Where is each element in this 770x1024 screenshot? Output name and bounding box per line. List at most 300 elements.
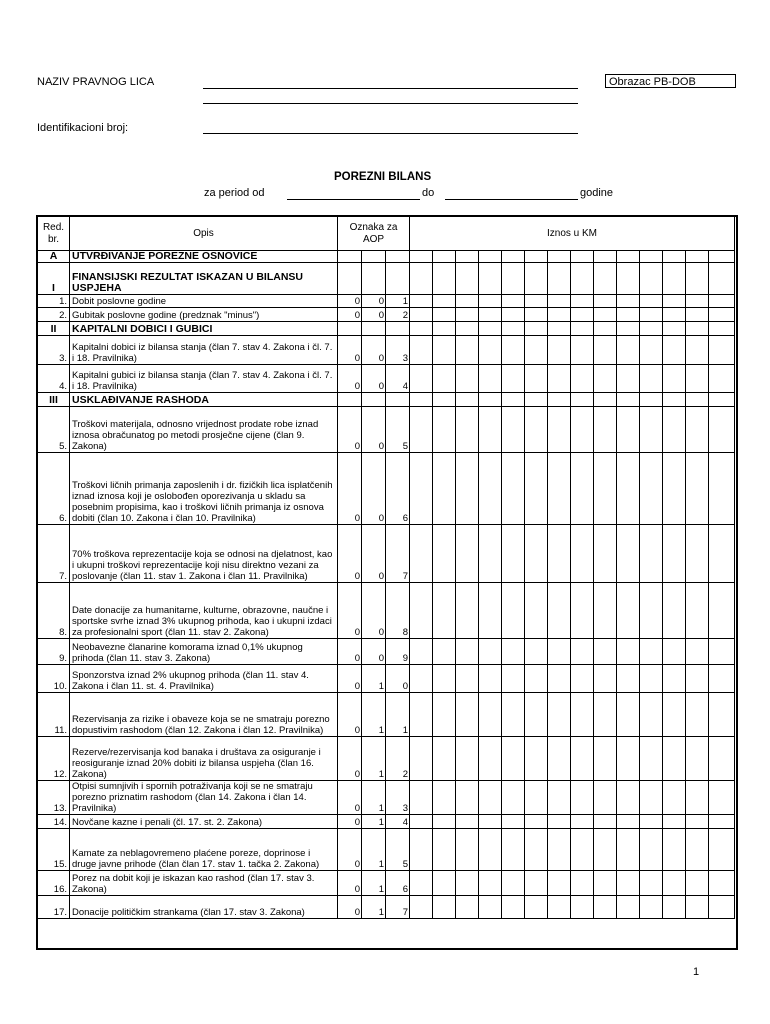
amount-cell[interactable] <box>640 737 663 781</box>
amount-cell[interactable] <box>686 295 709 308</box>
amount-cell[interactable] <box>640 322 663 336</box>
amount-cell[interactable] <box>571 407 594 453</box>
amount-cell[interactable] <box>663 407 686 453</box>
amount-cell[interactable] <box>456 453 479 525</box>
amount-cell[interactable] <box>525 453 548 525</box>
amount-cell[interactable] <box>594 263 617 295</box>
amount-cell[interactable] <box>594 407 617 453</box>
amount-cell[interactable] <box>456 815 479 829</box>
amount-cell[interactable] <box>456 737 479 781</box>
amount-cell[interactable] <box>433 525 456 583</box>
amount-cell[interactable] <box>594 871 617 896</box>
amount-cell[interactable] <box>502 525 525 583</box>
amount-cell[interactable] <box>525 693 548 737</box>
amount-cell[interactable] <box>594 737 617 781</box>
amount-cell[interactable] <box>686 336 709 365</box>
amount-cell[interactable] <box>709 453 735 525</box>
amount-cell[interactable] <box>410 871 433 896</box>
amount-cell[interactable] <box>479 336 502 365</box>
amount-cell[interactable] <box>433 308 456 322</box>
amount-cell[interactable] <box>548 583 571 639</box>
amount-cell[interactable] <box>686 308 709 322</box>
amount-cell[interactable] <box>709 665 735 693</box>
amount-cell[interactable] <box>456 295 479 308</box>
amount-cell[interactable] <box>433 693 456 737</box>
amount-cell[interactable] <box>686 525 709 583</box>
amount-cell[interactable] <box>410 829 433 871</box>
amount-cell[interactable] <box>525 665 548 693</box>
amount-cell[interactable] <box>571 829 594 871</box>
amount-cell[interactable] <box>663 308 686 322</box>
amount-cell[interactable] <box>640 393 663 407</box>
amount-cell[interactable] <box>479 693 502 737</box>
amount-cell[interactable] <box>709 815 735 829</box>
amount-cell[interactable] <box>548 295 571 308</box>
company-name-line-1[interactable] <box>203 88 578 89</box>
amount-cell[interactable] <box>594 665 617 693</box>
amount-cell[interactable] <box>709 336 735 365</box>
company-name-line-2[interactable] <box>203 103 578 104</box>
amount-cell[interactable] <box>571 322 594 336</box>
amount-cell[interactable] <box>709 829 735 871</box>
amount-cell[interactable] <box>571 896 594 919</box>
amount-cell[interactable] <box>410 263 433 295</box>
amount-cell[interactable] <box>502 453 525 525</box>
amount-cell[interactable] <box>410 737 433 781</box>
amount-cell[interactable] <box>686 896 709 919</box>
amount-cell[interactable] <box>709 295 735 308</box>
amount-cell[interactable] <box>479 263 502 295</box>
amount-cell[interactable] <box>594 251 617 263</box>
amount-cell[interactable] <box>410 336 433 365</box>
amount-cell[interactable] <box>410 295 433 308</box>
amount-cell[interactable] <box>525 251 548 263</box>
amount-cell[interactable] <box>548 393 571 407</box>
amount-cell[interactable] <box>709 781 735 815</box>
period-from-line[interactable] <box>287 199 420 200</box>
amount-cell[interactable] <box>410 453 433 525</box>
amount-cell[interactable] <box>525 295 548 308</box>
amount-cell[interactable] <box>617 336 640 365</box>
amount-cell[interactable] <box>709 322 735 336</box>
amount-cell[interactable] <box>548 781 571 815</box>
amount-cell[interactable] <box>433 336 456 365</box>
amount-cell[interactable] <box>456 525 479 583</box>
amount-cell[interactable] <box>479 639 502 665</box>
amount-cell[interactable] <box>456 336 479 365</box>
amount-cell[interactable] <box>640 781 663 815</box>
amount-cell[interactable] <box>525 393 548 407</box>
amount-cell[interactable] <box>502 295 525 308</box>
amount-cell[interactable] <box>571 336 594 365</box>
amount-cell[interactable] <box>410 815 433 829</box>
amount-cell[interactable] <box>548 665 571 693</box>
amount-cell[interactable] <box>686 453 709 525</box>
amount-cell[interactable] <box>640 263 663 295</box>
amount-cell[interactable] <box>548 737 571 781</box>
amount-cell[interactable] <box>433 263 456 295</box>
amount-cell[interactable] <box>617 525 640 583</box>
amount-cell[interactable] <box>548 407 571 453</box>
amount-cell[interactable] <box>686 263 709 295</box>
amount-cell[interactable] <box>686 322 709 336</box>
amount-cell[interactable] <box>410 525 433 583</box>
amount-cell[interactable] <box>525 308 548 322</box>
amount-cell[interactable] <box>548 365 571 393</box>
amount-cell[interactable] <box>663 393 686 407</box>
amount-cell[interactable] <box>502 737 525 781</box>
amount-cell[interactable] <box>663 295 686 308</box>
amount-cell[interactable] <box>433 737 456 781</box>
amount-cell[interactable] <box>479 251 502 263</box>
amount-cell[interactable] <box>525 263 548 295</box>
amount-cell[interactable] <box>502 365 525 393</box>
amount-cell[interactable] <box>617 251 640 263</box>
amount-cell[interactable] <box>640 308 663 322</box>
amount-cell[interactable] <box>433 896 456 919</box>
amount-cell[interactable] <box>709 525 735 583</box>
amount-cell[interactable] <box>617 407 640 453</box>
amount-cell[interactable] <box>502 871 525 896</box>
amount-cell[interactable] <box>525 639 548 665</box>
amount-cell[interactable] <box>571 871 594 896</box>
amount-cell[interactable] <box>456 393 479 407</box>
amount-cell[interactable] <box>709 365 735 393</box>
amount-cell[interactable] <box>686 693 709 737</box>
amount-cell[interactable] <box>548 308 571 322</box>
id-number-line[interactable] <box>203 133 578 134</box>
amount-cell[interactable] <box>525 871 548 896</box>
amount-cell[interactable] <box>456 251 479 263</box>
amount-cell[interactable] <box>548 453 571 525</box>
amount-cell[interactable] <box>594 693 617 737</box>
amount-cell[interactable] <box>617 829 640 871</box>
amount-cell[interactable] <box>502 583 525 639</box>
amount-cell[interactable] <box>617 781 640 815</box>
amount-cell[interactable] <box>709 737 735 781</box>
amount-cell[interactable] <box>571 639 594 665</box>
amount-cell[interactable] <box>686 365 709 393</box>
amount-cell[interactable] <box>479 583 502 639</box>
amount-cell[interactable] <box>479 829 502 871</box>
amount-cell[interactable] <box>502 781 525 815</box>
amount-cell[interactable] <box>433 407 456 453</box>
amount-cell[interactable] <box>663 896 686 919</box>
amount-cell[interactable] <box>433 453 456 525</box>
amount-cell[interactable] <box>479 365 502 393</box>
amount-cell[interactable] <box>571 393 594 407</box>
amount-cell[interactable] <box>686 251 709 263</box>
amount-cell[interactable] <box>502 263 525 295</box>
amount-cell[interactable] <box>479 815 502 829</box>
amount-cell[interactable] <box>571 525 594 583</box>
amount-cell[interactable] <box>709 583 735 639</box>
amount-cell[interactable] <box>571 453 594 525</box>
amount-cell[interactable] <box>709 407 735 453</box>
amount-cell[interactable] <box>548 525 571 583</box>
amount-cell[interactable] <box>525 829 548 871</box>
amount-cell[interactable] <box>479 525 502 583</box>
amount-cell[interactable] <box>617 365 640 393</box>
amount-cell[interactable] <box>456 665 479 693</box>
amount-cell[interactable] <box>640 407 663 453</box>
amount-cell[interactable] <box>663 815 686 829</box>
amount-cell[interactable] <box>686 829 709 871</box>
amount-cell[interactable] <box>640 871 663 896</box>
amount-cell[interactable] <box>686 737 709 781</box>
amount-cell[interactable] <box>502 322 525 336</box>
amount-cell[interactable] <box>410 665 433 693</box>
amount-cell[interactable] <box>410 322 433 336</box>
amount-cell[interactable] <box>663 336 686 365</box>
amount-cell[interactable] <box>502 308 525 322</box>
amount-cell[interactable] <box>479 393 502 407</box>
amount-cell[interactable] <box>571 365 594 393</box>
amount-cell[interactable] <box>479 308 502 322</box>
amount-cell[interactable] <box>640 295 663 308</box>
amount-cell[interactable] <box>594 781 617 815</box>
amount-cell[interactable] <box>640 525 663 583</box>
amount-cell[interactable] <box>594 583 617 639</box>
amount-cell[interactable] <box>479 322 502 336</box>
amount-cell[interactable] <box>617 871 640 896</box>
amount-cell[interactable] <box>456 583 479 639</box>
amount-cell[interactable] <box>525 815 548 829</box>
amount-cell[interactable] <box>456 263 479 295</box>
amount-cell[interactable] <box>640 665 663 693</box>
amount-cell[interactable] <box>571 665 594 693</box>
amount-cell[interactable] <box>594 525 617 583</box>
amount-cell[interactable] <box>640 336 663 365</box>
amount-cell[interactable] <box>433 665 456 693</box>
amount-cell[interactable] <box>640 896 663 919</box>
amount-cell[interactable] <box>433 781 456 815</box>
amount-cell[interactable] <box>433 639 456 665</box>
amount-cell[interactable] <box>548 322 571 336</box>
amount-cell[interactable] <box>663 251 686 263</box>
amount-cell[interactable] <box>594 295 617 308</box>
amount-cell[interactable] <box>617 583 640 639</box>
amount-cell[interactable] <box>617 263 640 295</box>
amount-cell[interactable] <box>410 407 433 453</box>
amount-cell[interactable] <box>548 871 571 896</box>
amount-cell[interactable] <box>663 737 686 781</box>
amount-cell[interactable] <box>502 393 525 407</box>
amount-cell[interactable] <box>456 365 479 393</box>
amount-cell[interactable] <box>571 251 594 263</box>
amount-cell[interactable] <box>410 365 433 393</box>
amount-cell[interactable] <box>410 251 433 263</box>
amount-cell[interactable] <box>640 453 663 525</box>
amount-cell[interactable] <box>433 393 456 407</box>
amount-cell[interactable] <box>571 308 594 322</box>
amount-cell[interactable] <box>548 639 571 665</box>
amount-cell[interactable] <box>640 251 663 263</box>
amount-cell[interactable] <box>479 737 502 781</box>
amount-cell[interactable] <box>617 815 640 829</box>
amount-cell[interactable] <box>571 693 594 737</box>
amount-cell[interactable] <box>525 322 548 336</box>
amount-cell[interactable] <box>502 407 525 453</box>
amount-cell[interactable] <box>640 639 663 665</box>
amount-cell[interactable] <box>709 393 735 407</box>
amount-cell[interactable] <box>709 308 735 322</box>
amount-cell[interactable] <box>456 693 479 737</box>
amount-cell[interactable] <box>456 829 479 871</box>
amount-cell[interactable] <box>502 251 525 263</box>
amount-cell[interactable] <box>617 393 640 407</box>
amount-cell[interactable] <box>571 263 594 295</box>
amount-cell[interactable] <box>686 393 709 407</box>
amount-cell[interactable] <box>663 583 686 639</box>
amount-cell[interactable] <box>479 871 502 896</box>
amount-cell[interactable] <box>709 871 735 896</box>
amount-cell[interactable] <box>525 525 548 583</box>
amount-cell[interactable] <box>456 896 479 919</box>
amount-cell[interactable] <box>594 829 617 871</box>
amount-cell[interactable] <box>433 583 456 639</box>
amount-cell[interactable] <box>594 322 617 336</box>
amount-cell[interactable] <box>594 336 617 365</box>
amount-cell[interactable] <box>663 781 686 815</box>
amount-cell[interactable] <box>709 896 735 919</box>
amount-cell[interactable] <box>617 693 640 737</box>
amount-cell[interactable] <box>571 737 594 781</box>
amount-cell[interactable] <box>663 322 686 336</box>
amount-cell[interactable] <box>456 407 479 453</box>
amount-cell[interactable] <box>617 295 640 308</box>
amount-cell[interactable] <box>410 639 433 665</box>
amount-cell[interactable] <box>502 815 525 829</box>
amount-cell[interactable] <box>433 322 456 336</box>
amount-cell[interactable] <box>617 737 640 781</box>
amount-cell[interactable] <box>548 263 571 295</box>
amount-cell[interactable] <box>456 308 479 322</box>
amount-cell[interactable] <box>571 295 594 308</box>
amount-cell[interactable] <box>456 322 479 336</box>
amount-cell[interactable] <box>502 336 525 365</box>
amount-cell[interactable] <box>525 336 548 365</box>
amount-cell[interactable] <box>456 871 479 896</box>
amount-cell[interactable] <box>686 665 709 693</box>
amount-cell[interactable] <box>617 896 640 919</box>
row-number: A <box>38 251 70 263</box>
amount-cell[interactable] <box>502 829 525 871</box>
amount-cell[interactable] <box>433 365 456 393</box>
amount-cell[interactable] <box>686 639 709 665</box>
amount-cell[interactable] <box>617 639 640 665</box>
amount-cell[interactable] <box>433 251 456 263</box>
amount-cell[interactable] <box>548 251 571 263</box>
amount-cell[interactable] <box>640 583 663 639</box>
amount-cell[interactable] <box>479 407 502 453</box>
amount-cell[interactable] <box>525 583 548 639</box>
amount-cell[interactable] <box>433 829 456 871</box>
amount-cell[interactable] <box>709 251 735 263</box>
amount-cell[interactable] <box>525 407 548 453</box>
amount-cell[interactable] <box>663 525 686 583</box>
amount-cell[interactable] <box>640 815 663 829</box>
amount-cell[interactable] <box>663 639 686 665</box>
amount-cell[interactable] <box>502 665 525 693</box>
amount-cell[interactable] <box>709 693 735 737</box>
amount-cell[interactable] <box>525 737 548 781</box>
amount-cell[interactable] <box>433 815 456 829</box>
amount-cell[interactable] <box>525 896 548 919</box>
amount-cell[interactable] <box>433 871 456 896</box>
amount-cell[interactable] <box>663 829 686 871</box>
amount-cell[interactable] <box>410 583 433 639</box>
amount-cell[interactable] <box>548 815 571 829</box>
amount-cell[interactable] <box>663 263 686 295</box>
amount-cell[interactable] <box>502 896 525 919</box>
amount-cell[interactable] <box>594 896 617 919</box>
amount-cell[interactable] <box>456 639 479 665</box>
amount-cell[interactable] <box>686 583 709 639</box>
amount-cell[interactable] <box>548 829 571 871</box>
amount-cell[interactable] <box>433 295 456 308</box>
amount-cell[interactable] <box>617 453 640 525</box>
amount-cell[interactable] <box>594 308 617 322</box>
amount-cell[interactable] <box>663 453 686 525</box>
amount-cell[interactable] <box>594 815 617 829</box>
amount-cell[interactable] <box>410 781 433 815</box>
amount-cell[interactable] <box>640 365 663 393</box>
amount-cell[interactable] <box>617 322 640 336</box>
amount-cell[interactable] <box>479 665 502 693</box>
amount-cell[interactable] <box>479 295 502 308</box>
amount-cell[interactable] <box>594 365 617 393</box>
amount-cell[interactable] <box>548 896 571 919</box>
amount-cell[interactable] <box>594 639 617 665</box>
period-to-line[interactable] <box>445 199 578 200</box>
amount-cell[interactable] <box>479 453 502 525</box>
amount-cell[interactable] <box>548 336 571 365</box>
amount-cell[interactable] <box>502 693 525 737</box>
amount-cell[interactable] <box>686 407 709 453</box>
amount-cell[interactable] <box>663 365 686 393</box>
amount-cell[interactable] <box>525 781 548 815</box>
amount-cell[interactable] <box>594 453 617 525</box>
amount-cell[interactable] <box>479 896 502 919</box>
amount-cell[interactable] <box>709 639 735 665</box>
amount-cell[interactable] <box>410 308 433 322</box>
amount-cell[interactable] <box>502 639 525 665</box>
amount-cell[interactable] <box>525 365 548 393</box>
amount-cell[interactable] <box>571 583 594 639</box>
amount-cell[interactable] <box>479 781 502 815</box>
amount-cell[interactable] <box>686 871 709 896</box>
amount-cell[interactable] <box>686 815 709 829</box>
amount-cell[interactable] <box>640 693 663 737</box>
amount-cell[interactable] <box>410 896 433 919</box>
amount-cell[interactable] <box>617 308 640 322</box>
amount-cell[interactable] <box>571 815 594 829</box>
amount-cell[interactable] <box>571 781 594 815</box>
amount-cell[interactable] <box>548 693 571 737</box>
amount-cell[interactable] <box>663 871 686 896</box>
amount-cell[interactable] <box>663 693 686 737</box>
amount-cell[interactable] <box>594 393 617 407</box>
amount-cell[interactable] <box>410 393 433 407</box>
amount-cell[interactable] <box>663 665 686 693</box>
amount-cell[interactable] <box>456 781 479 815</box>
amount-cell[interactable] <box>617 665 640 693</box>
amount-cell[interactable] <box>709 263 735 295</box>
amount-cell[interactable] <box>686 781 709 815</box>
amount-cell[interactable] <box>410 693 433 737</box>
amount-cell[interactable] <box>640 829 663 871</box>
